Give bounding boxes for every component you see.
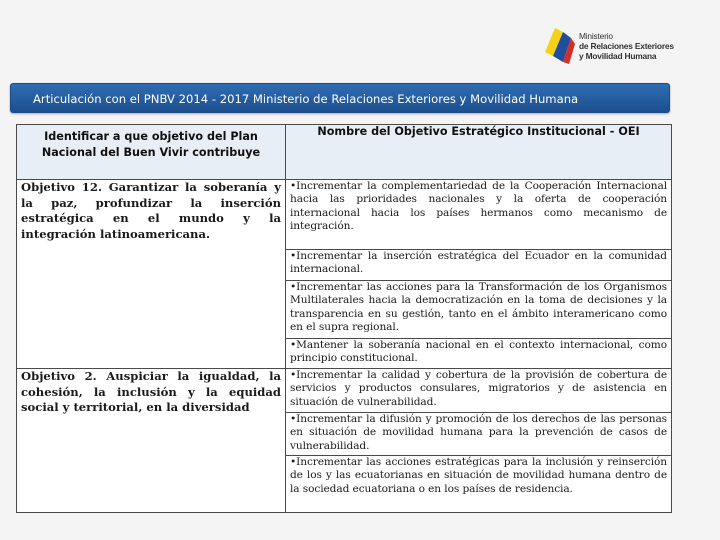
oei-cell: •Incrementar las acciones estratégicas para la inclusión y reinserción de los y las ecuatorianas en situación de movilidad humana dentro de la sociedad ecuatoriana o en los países de residencia. <box>286 456 672 513</box>
objective-cell: Objetivo 2. Auspiciar la igualdad, la cohesión, la inclusión y la equidad social y territorial, en la diversidad <box>17 369 286 513</box>
header-oei: Nombre del Objetivo Estratégico Institucional - OEI <box>286 125 672 180</box>
oei-cell: •Incrementar la inserción estratégica del Ecuador en la comunidad internacional. <box>286 250 672 281</box>
table-row <box>17 369 672 413</box>
ministry-name-line3: y Movilidad Humana <box>579 51 657 61</box>
oei-cell: •Incrementar la complementariedad de la Cooperación Internacional hacia las prioridades nacionales y la oferta de cooperación internacional hacia los países hermanos como mecanismo de integración. <box>286 180 672 250</box>
table-row <box>17 180 672 250</box>
oei-cell: •Incrementar la calidad y cobertura de la provisión de cobertura de servicios y productos consulares, migratorios y de asistencia en situación de vulnerabilidad. <box>286 369 672 413</box>
oei-cell: •Mantener la soberanía nacional en el contexto internacional, como principio constitucional. <box>286 339 672 369</box>
oei-cell: •Incrementar la difusión y promoción de los derechos de las personas en situación de movilidad humana para la prevención de casos de vulnerabilidad. <box>286 413 672 456</box>
ministry-name-line2: de Relaciones Exteriores <box>579 41 674 51</box>
alignment-table <box>16 124 672 513</box>
ministry-name-line1: Ministerio <box>579 31 613 41</box>
ministry-emblem-icon <box>541 22 577 66</box>
ministry-logo <box>541 22 676 68</box>
objective-cell: Objetivo 12. Garantizar la soberanía y la paz, profundizar la inserción estratégica en el mundo y la integración latinoamericana. <box>17 180 286 369</box>
slide-title-banner: Articulación con el PNBV 2014 - 2017 Ministerio de Relaciones Exteriores y Movilidad Humana <box>10 83 670 113</box>
table-header-row <box>17 125 672 180</box>
oei-cell: •Incrementar las acciones para la Transformación de los Organismos Multilaterales hacia la democratización en la toma de decisiones y la transparencia en su gestión, tanto en el ámbito interamericano como en el supra regional. <box>286 281 672 339</box>
header-objective: Identificar a que objetivo del Plan Nacional del Buen Vivir contribuye <box>17 125 286 180</box>
ministry-name <box>579 31 674 61</box>
